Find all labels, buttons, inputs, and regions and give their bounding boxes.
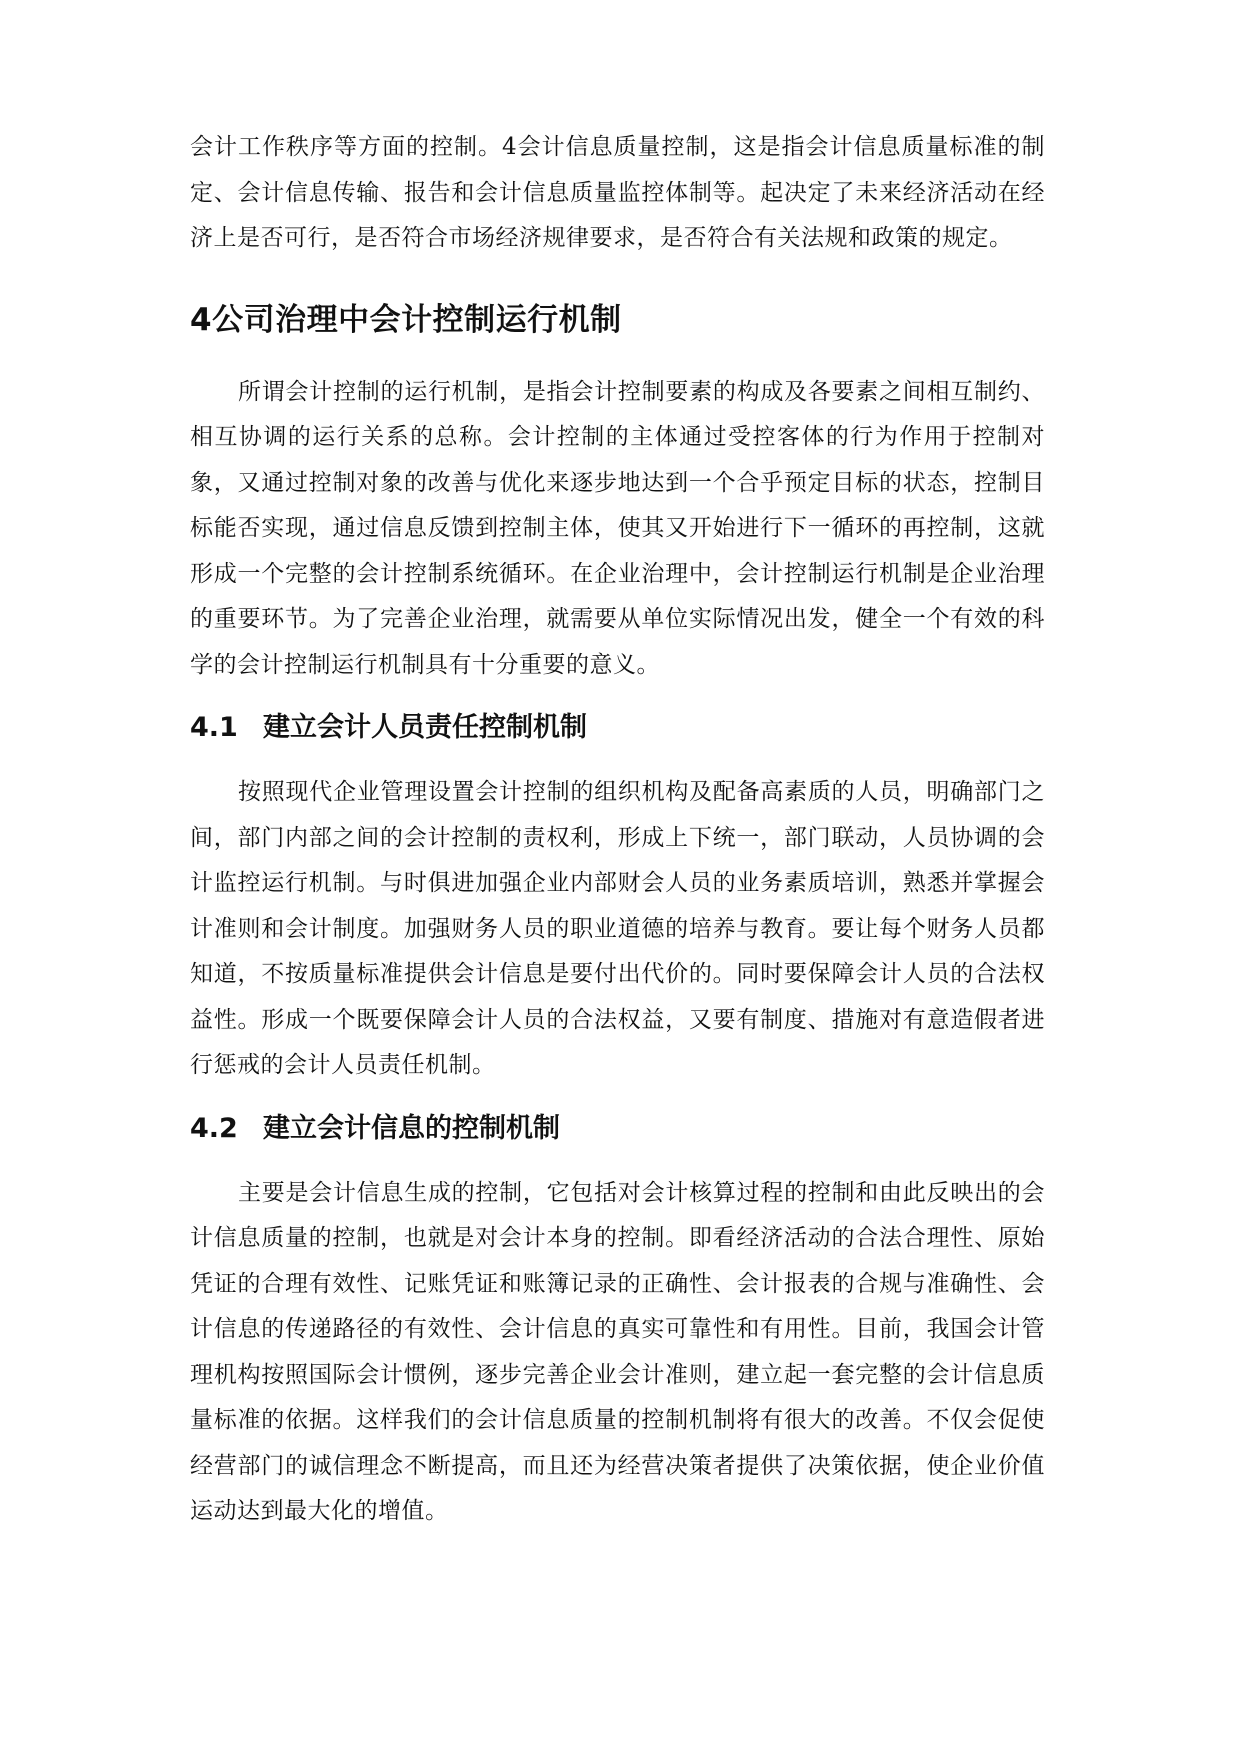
section-4-1-paragraph: 按照现代企业管理设置会计控制的组织机构及配备高素质的人员，明确部门之间，部门内部之间的会计控制的责权利，形成上下统一，部门联动，人员协调的会计监控运行机制。与时俱进加强企业内部财会人员的业务素质培训，熟悉并掌握会计准则和会计制度。加强财务人员的职业道德的培养与教育。要让每个财务人员都知道，不按质量标准提供会计信息是要付出代价的。同时要保障会计人员的合法权益性。形成一个既要保障会计人员的合法权益，又要有制度、措施对有意造假者进行惩戒的会计人员责任机制。 xyxy=(190,779,1045,1078)
intro-paragraph: 会计工作秩序等方面的控制。4会计信息质量控制，这是指会计信息质量标准的制定、会计信息传输、报告和会计信息质量监控体制等。起决定了未来经济活动在经济上是否可行，是否符合市场经济规律要求，是否符合有关法规和政策的规定。 xyxy=(190,134,1045,251)
section-number: 4.2 xyxy=(190,1112,238,1144)
section-4-2-paragraph: 主要是会计信息生成的控制，它包括对会计核算过程的控制和由此反映出的会计信息质量的控制，也就是对会计本身的控制。即看经济活动的合法合理性、原始凭证的合理有效性、记账凭证和账簿记录的正确性、会计报表的合规与准确性、会计信息的传递路径的有效性、会计信息的真实可靠性和有用性。目前，我国会计管理机构按照国际会计惯例，逐步完善企业会计准则，建立起一套完整的会计信息质量标准的依据。这样我们的会计信息质量的控制机制将有很大的改善。不仅会促使经营部门的诚信理念不断提高，而且还为经营决策者提供了决策依据，使企业价值运动达到最大化的增值。 xyxy=(190,1179,1045,1524)
chapter-heading: 4公司治理中会计控制运行机制 xyxy=(190,301,622,338)
section-heading-4-1 xyxy=(190,710,1045,746)
chapter-paragraph: 所谓会计控制的运行机制，是指会计控制要素的构成及各要素之间相互制约、相互协调的运行关系的总称。会计控制的主体通过受控客体的行为作用于控制对象，又通过控制对象的改善与优化来逐步地达到一个合乎预定目标的状态，控制目标能否实现，通过信息反馈到控制主体，使其又开始进行下一循环的再控制，这就形成一个完整的会计控制系统循环。在企业治理中，会计控制运行机制是企业治理的重要环节。为了完善企业治理，就需要从单位实际情况出发，健全一个有效的科学的会计控制运行机制具有十分重要的意义。 xyxy=(190,378,1045,678)
section-title: 建立会计信息的控制机制 xyxy=(263,1112,560,1144)
section-number: 4.1 xyxy=(190,712,238,743)
section-heading-4-2 xyxy=(190,1111,1045,1147)
section-title: 建立会计人员责任控制机制 xyxy=(263,712,587,743)
document-page xyxy=(190,125,1045,1535)
